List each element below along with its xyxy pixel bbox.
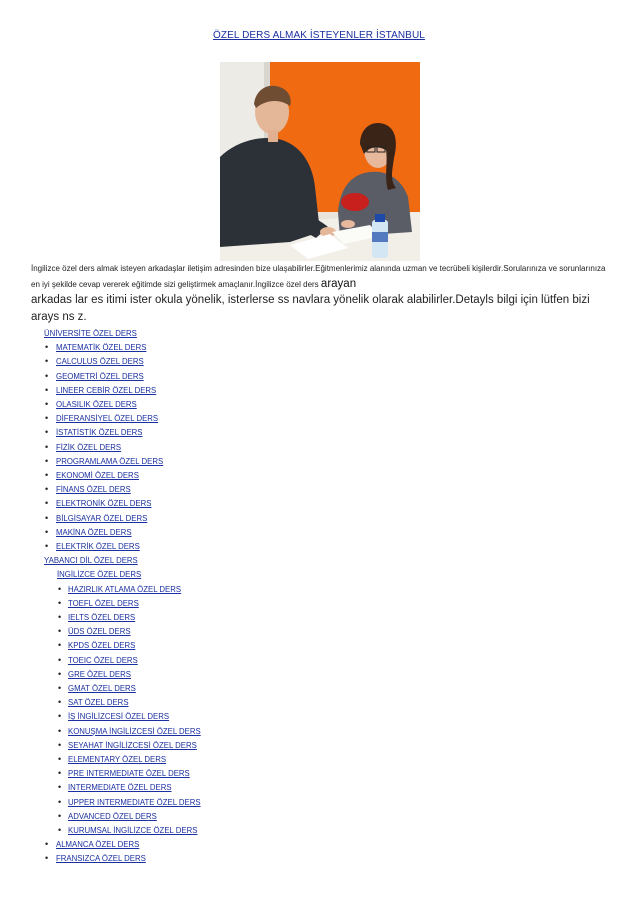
list-item — [56, 838, 139, 852]
list-item — [68, 654, 138, 668]
list-item — [68, 611, 135, 625]
subsection-item-link[interactable]: UPPER INTERMEDIATE ÖZEL DERS — [68, 797, 201, 807]
subsection-item-link[interactable]: TOEIC ÖZEL DERS — [68, 655, 138, 665]
subsection-item-link[interactable]: KONUŞMA İNGİLİZCESİ ÖZEL DERS — [68, 726, 201, 736]
bullet-icon: • — [58, 612, 62, 622]
list-item — [68, 682, 136, 696]
section-item-link[interactable]: MAKİNA ÖZEL DERS — [56, 527, 132, 537]
section-item-link[interactable]: ELEKTRİK ÖZEL DERS — [56, 542, 140, 551]
section-item-link[interactable]: BİLGİSAYAR ÖZEL DERS — [56, 513, 148, 523]
list-item — [56, 370, 144, 384]
list-item — [68, 710, 169, 724]
bullet-icon: • — [58, 754, 62, 764]
subsection-item-link[interactable]: HAZIRLIK ATLAMA ÖZEL DERS — [68, 584, 182, 594]
list-item — [68, 753, 166, 767]
list-item — [56, 426, 143, 440]
list-item — [56, 483, 131, 497]
bullet-icon: • — [58, 683, 62, 693]
section-item-link[interactable]: ELEKTRONİK ÖZEL DERS — [56, 499, 152, 509]
subsection-item-link[interactable]: ELEMENTARY ÖZEL DERS — [68, 755, 167, 764]
bullet-icon: • — [58, 583, 62, 594]
bullet-icon: • — [45, 498, 49, 509]
bullet-icon: • — [45, 839, 49, 850]
list-item — [68, 583, 181, 597]
bullet-icon: • — [45, 512, 49, 523]
list-item — [56, 469, 139, 483]
list-item — [68, 725, 201, 739]
subsection-heading-link[interactable]: İNGİLİZCE ÖZEL DERS — [57, 570, 142, 580]
subsection-item-link[interactable]: TOEFL ÖZEL DERS — [68, 598, 139, 608]
subsection-item-link[interactable]: İŞ İNGİLİZCESİ ÖZEL DERS — [68, 712, 170, 722]
bullet-icon: • — [58, 711, 62, 722]
list-item — [68, 767, 190, 781]
list-item — [56, 497, 151, 511]
bullet-icon: • — [45, 526, 49, 537]
subsection-item-link[interactable]: IELTS ÖZEL DERS — [68, 613, 136, 622]
section-item-link[interactable]: EKONOMİ ÖZEL DERS — [56, 471, 139, 480]
list-item — [44, 554, 138, 568]
intro-small-text: İngilizce özel ders almak isteyen arkadaşlar iletişim adresinden bize ulaşabilirler.Eğitmenlerimiz alanında uzman ve tecrübeli kişilerdir.Sorularınıza ve sorunlarınıza en iyi şekilde cevap vererek eğitimde sizi geliştirmek amaçlanır.İngilizce özel ders — [31, 264, 606, 289]
list-item — [68, 781, 172, 795]
bullet-icon: • — [45, 484, 49, 495]
list-item — [68, 668, 131, 682]
intro-paragraph — [31, 261, 611, 326]
list-item — [56, 355, 144, 369]
list-item — [56, 852, 146, 866]
bullet-icon: • — [58, 654, 62, 665]
bullet-icon: • — [58, 782, 62, 793]
bullet-icon: • — [45, 356, 49, 367]
section-item-link[interactable]: LINEER CEBİR ÖZEL DERS — [56, 385, 157, 395]
intro-big-tail: arays ns z. — [31, 311, 87, 323]
bullet-icon: • — [45, 455, 49, 466]
bullet-icon: • — [45, 342, 49, 353]
subsection-item-link[interactable]: GMAT ÖZEL DERS — [68, 684, 136, 693]
list-item — [56, 441, 121, 455]
list-item — [57, 568, 141, 582]
subsection-item-link[interactable]: ÜDS ÖZEL DERS — [68, 627, 131, 637]
section-item-link[interactable]: FİZİK ÖZEL DERS — [56, 442, 122, 452]
list-item — [56, 455, 163, 469]
bullet-icon: • — [45, 441, 49, 452]
bullet-icon: • — [45, 370, 49, 381]
section-heading-link[interactable]: YABANCI DİL ÖZEL DERS — [44, 556, 138, 566]
intro-big-inline: arayan — [320, 278, 357, 290]
bullet-icon: • — [45, 413, 49, 424]
subsection-item-link[interactable]: PRE INTERMEDIATE ÖZEL DERS — [68, 769, 190, 779]
list-item — [68, 597, 139, 611]
bullet-icon: • — [58, 640, 62, 651]
bullet-icon: • — [58, 810, 62, 821]
section-item-link[interactable]: DİFERANSİYEL ÖZEL DERS — [56, 414, 159, 424]
list-item — [68, 739, 197, 753]
bullet-icon: • — [45, 470, 49, 480]
intro-big-line: arkadas lar es itimi ister okula yönelik, isterlerse ss navlara yönelik olarak alabilirler.Detayls bilgi için lütfen bizi — [31, 294, 590, 306]
bullet-icon: • — [45, 399, 49, 409]
section-item-link[interactable]: MATEMATİK ÖZEL DERS — [56, 343, 147, 353]
section-item-link[interactable]: GEOMETRİ ÖZEL DERS — [56, 371, 144, 381]
list-item — [56, 512, 147, 526]
subsection-item-link[interactable]: SAT ÖZEL DERS — [68, 698, 129, 708]
list-item — [56, 341, 146, 355]
bullet-icon: • — [45, 541, 49, 551]
section-item-link[interactable]: İSTATİSTİK ÖZEL DERS — [56, 428, 143, 438]
section-item-link[interactable]: PROGRAMLAMA ÖZEL DERS — [56, 456, 164, 466]
list-item — [56, 398, 137, 412]
subsection-item-link[interactable]: KURUMSAL İNGİLİZCE ÖZEL DERS — [68, 826, 198, 835]
bullet-icon: • — [58, 725, 62, 736]
bullet-icon: • — [58, 626, 62, 637]
bullet-icon: • — [45, 853, 49, 864]
tutoring-photo — [220, 62, 420, 261]
subsection-item-link[interactable]: KPDS ÖZEL DERS — [68, 641, 136, 651]
list-item — [56, 384, 156, 398]
bullet-icon: • — [58, 697, 62, 708]
list-item — [56, 540, 140, 554]
list-item — [68, 625, 131, 639]
subsection-item-link[interactable]: GRE ÖZEL DERS — [68, 669, 131, 679]
list-item — [68, 696, 129, 710]
bullet-icon: • — [45, 427, 49, 438]
section-item-link[interactable]: FRANSIZCA ÖZEL DERS — [56, 854, 146, 864]
subsection-item-link[interactable]: SEYAHAT İNGİLİZCESİ ÖZEL DERS — [68, 740, 197, 750]
bullet-icon: • — [58, 796, 62, 807]
section-heading-link[interactable]: ÜNİVERSİTE ÖZEL DERS — [44, 329, 137, 338]
bullet-icon: • — [58, 739, 62, 750]
section-item-link[interactable]: ALMANCA ÖZEL DERS — [56, 840, 140, 850]
list-item — [56, 412, 158, 426]
bullet-icon: • — [45, 384, 49, 395]
bullet-icon: • — [58, 825, 62, 835]
list-item — [44, 327, 137, 341]
list-item — [56, 526, 132, 540]
bullet-icon: • — [58, 668, 62, 679]
section-item-link[interactable]: OLASILIK ÖZEL DERS — [56, 400, 137, 409]
list-item — [68, 824, 197, 838]
list-item — [68, 796, 201, 810]
section-item-link[interactable]: FİNANS ÖZEL DERS — [56, 485, 131, 495]
bullet-icon: • — [58, 597, 62, 608]
list-item — [68, 639, 135, 653]
section-item-link[interactable]: CALCULUS ÖZEL DERS — [56, 357, 144, 367]
list-item — [68, 810, 157, 824]
subsection-item-link[interactable]: INTERMEDIATE ÖZEL DERS — [68, 783, 172, 793]
page-title[interactable]: ÖZEL DERS ALMAK İSTEYENLER İSTANBUL — [213, 30, 425, 41]
subsection-item-link[interactable]: ADVANCED ÖZEL DERS — [68, 811, 157, 821]
bullet-icon: • — [58, 768, 62, 779]
